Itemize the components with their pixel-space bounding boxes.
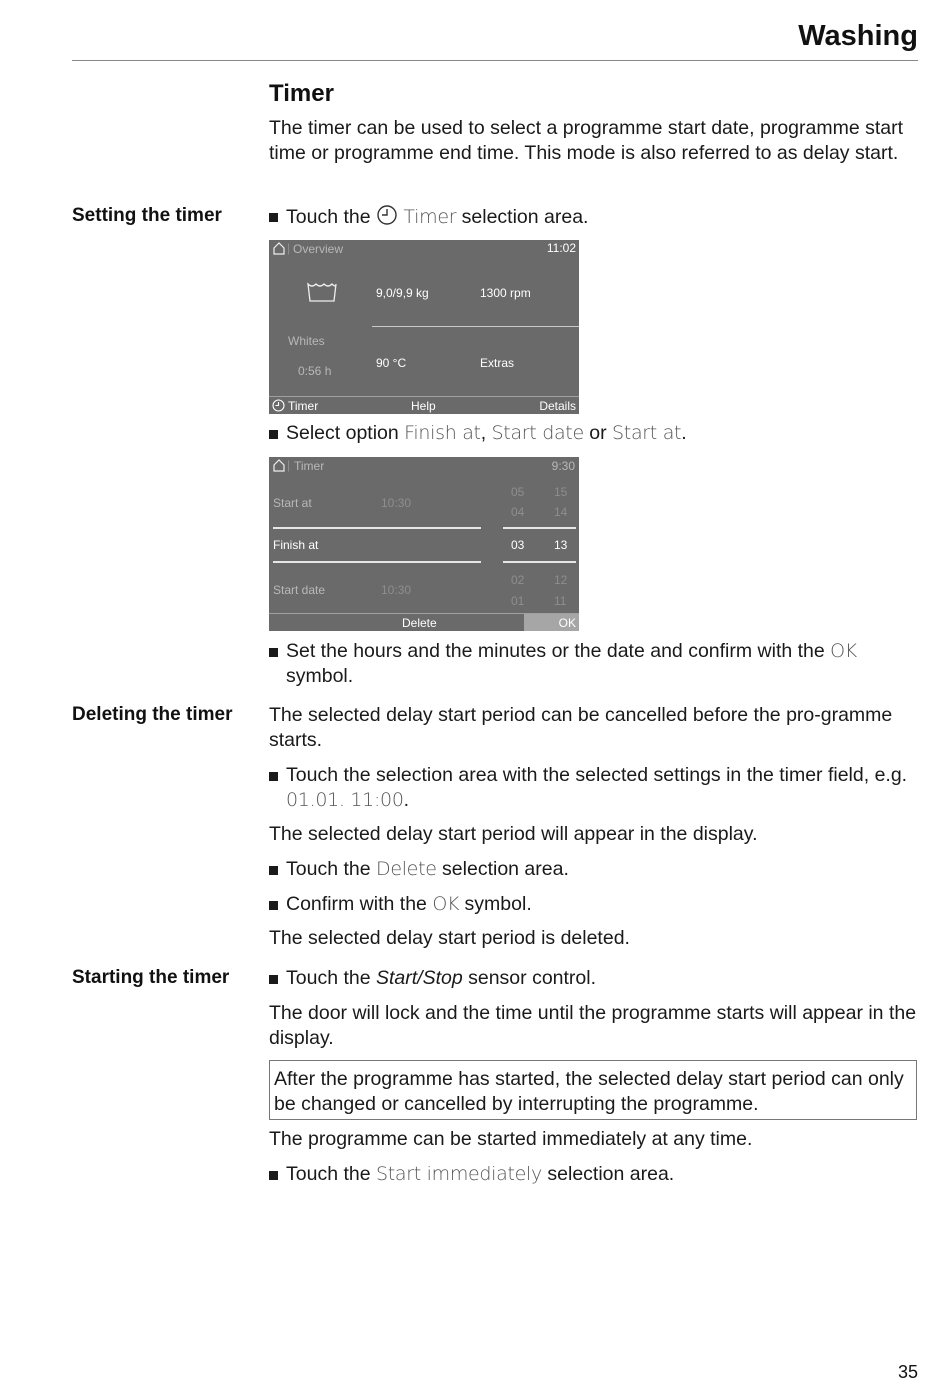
side-label-setting: Setting the timer [72,205,222,226]
section-title: Timer [269,80,334,107]
deleting-paragraph: The selected delay start period can be cancelled before the pro-gramme starts. [269,704,893,751]
load-value[interactable]: 9,0/9,9 kg [376,286,429,300]
hour-option[interactable]: 04 [511,505,525,519]
bullet-square-icon [269,866,278,875]
minute-option[interactable]: 11 [554,594,567,608]
bullet-square-icon [269,772,278,781]
step-touch-timer: Touch the Timer selection area. [269,204,919,233]
ok-label: OK [558,616,576,630]
wash-tub-icon [305,280,339,304]
home-icon[interactable] [272,458,286,472]
finish-at-option[interactable]: Finish at [273,538,319,552]
bullet-square-icon [269,648,278,657]
bullet-square-icon [269,1171,278,1180]
delete-button[interactable]: Delete [402,616,437,630]
delay-appear-paragraph: The selected delay start period will appear in the display. [269,823,758,845]
deleted-paragraph: The selected delay start period is deleted. [269,927,630,949]
timer-button[interactable]: Timer [288,399,319,413]
start-at-option[interactable]: Start at [273,496,312,510]
door-lock-paragraph: The door will lock and the time until the programme starts will appear in the display. [269,1002,917,1049]
programme-duration: 0:56 h [298,364,332,378]
programme-name[interactable]: Whites [288,334,325,348]
screen-title: Overview [293,242,344,256]
bullet-square-icon [269,975,278,984]
home-icon[interactable] [272,241,286,255]
timer-clock-icon [272,399,285,412]
step-touch-start-immediately: Touch the Start immediately selection area. [269,1162,919,1187]
step-set-hours: Set the hours and the minutes or the date and confirm with the OK symbol. [269,639,919,689]
step-touch-start-stop: Touch the Start/Stop sensor control. [269,966,919,991]
picker-line-top [503,527,576,529]
minute-option[interactable]: 14 [554,505,568,519]
details-button[interactable]: Details [539,399,576,413]
step-touch-selection-area: Touch the selection area with the selected settings in the timer field, e.g. 01.01. 11:00. [269,763,919,813]
step-select-option: Select option Finish at, Start date or Start at. [269,421,919,446]
header-title: Washing [798,20,918,52]
screen-title: Timer [294,459,325,473]
screen-clock: 9:30 [551,459,575,473]
step-touch-delete: Touch the Delete selection area. [269,857,919,882]
divider [372,326,579,327]
note-box: After the programme has started, the selected delay start period can only be changed or cancelled by interrupting the programme. [269,1060,917,1120]
step-confirm-ok: Confirm with the OK symbol. [269,892,919,917]
selection-line-top [273,527,481,529]
side-label-starting: Starting the timer [72,967,230,988]
bullet-square-icon [269,901,278,910]
timer-screen: | Timer 9:30 Start at 10:30 Finish at Start date 10:30 05 04 03 02 01 15 14 13 12 11 Delete OK [269,457,579,631]
temperature-value[interactable]: 90 °C [376,356,407,370]
footer-divider [269,396,579,397]
intro-paragraph: The timer can be used to select a programme start date, programme start time or programme end time. This mode is also referred to as delay start. [269,117,904,164]
clock-icon [376,204,398,233]
page-number: 35 [897,1362,918,1382]
start-date-value: 10:30 [381,583,412,597]
minute-option[interactable]: 12 [554,573,568,587]
minute-selected[interactable]: 13 [554,538,568,552]
hour-selected[interactable]: 03 [511,538,525,552]
bullet-square-icon [269,213,278,222]
start-immediately-paragraph: The programme can be started immediately at any time. [269,1128,753,1150]
help-button[interactable]: Help [411,399,436,413]
hour-option[interactable]: 01 [511,594,525,608]
bullet-square-icon [269,430,278,439]
selection-line-bottom [273,561,481,563]
side-label-deleting: Deleting the timer [72,704,233,725]
header-divider [72,60,918,61]
spin-value[interactable]: 1300 rpm [480,286,531,300]
minute-option[interactable]: 15 [554,485,568,499]
start-date-option[interactable]: Start date [273,583,326,597]
hour-option[interactable]: 02 [511,573,525,587]
screen-clock: 11:02 [546,241,576,255]
start-at-value: 10:30 [381,496,412,510]
ok-button[interactable] [524,614,579,631]
extras-option[interactable]: Extras [480,356,515,370]
picker-line-bottom [503,561,576,563]
overview-screen: | Overview 11:02 Whites 0:56 h 9,0/9,9 kg 1300 rpm 90 °C Extras Timer Help Details [269,240,579,414]
hour-option[interactable]: 05 [511,485,525,499]
